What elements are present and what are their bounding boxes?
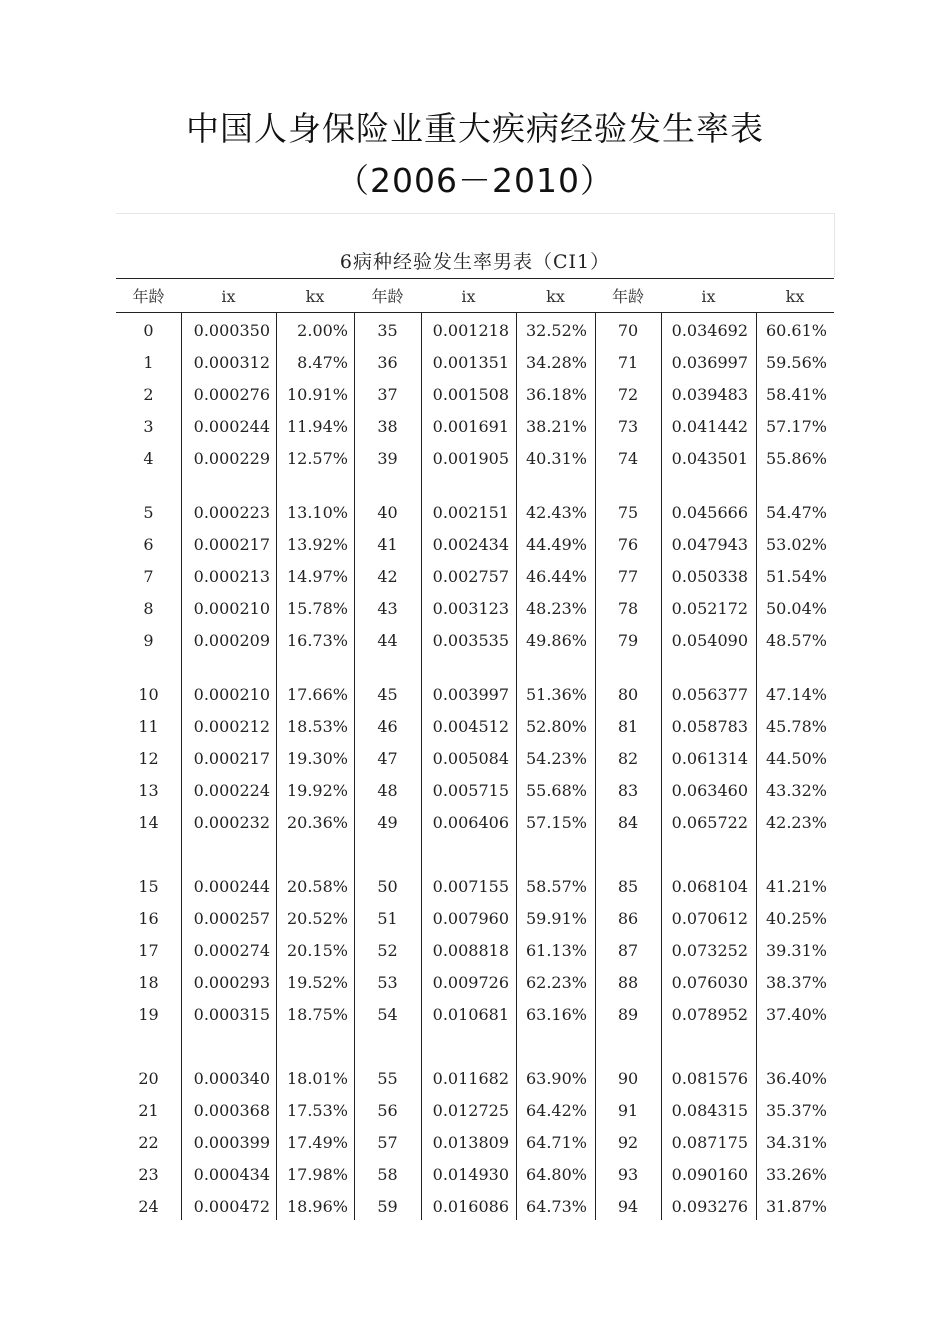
- table-cell-age: 17: [138, 940, 159, 960]
- table-cell-value: 43.32%: [765, 780, 827, 800]
- table-cell-value: 0.000472: [193, 1196, 270, 1216]
- table-cell-age: 78: [617, 598, 639, 618]
- table-cell-value: 63.90%: [525, 1069, 587, 1088]
- table-cell-value: 18.96%: [286, 1196, 348, 1216]
- table-cell-value: 52.80%: [525, 716, 587, 736]
- table-cell-value: 59.91%: [525, 908, 587, 928]
- table-cell-value: 61.13%: [525, 940, 587, 960]
- page-title: 中国人身保险业重大疾病经验发生率表: [186, 109, 764, 148]
- table-cell-value: 0.081576: [671, 1069, 748, 1088]
- table-cell-value: 8.47%: [297, 352, 348, 372]
- table-cell-value: 17.53%: [286, 1100, 348, 1120]
- table-cell-age: 82: [617, 748, 639, 768]
- table-cell-value: 16.73%: [286, 630, 348, 650]
- table-cell-value: 0.014930: [432, 1164, 509, 1184]
- table-cell-value: 35.37%: [765, 1100, 827, 1120]
- table-cell-age: 93: [617, 1164, 639, 1184]
- table-cell-value: 58.41%: [765, 384, 827, 404]
- table-cell-value: 64.71%: [525, 1132, 587, 1152]
- table-cell-value: 0.000312: [193, 352, 270, 372]
- table-cell-value: 0.000257: [193, 908, 270, 928]
- table-cell-value: 42.43%: [525, 503, 587, 522]
- table-cell-age: 7: [143, 566, 154, 586]
- table-cell-value: 0.005715: [432, 780, 509, 800]
- table-cell-age: 76: [617, 534, 639, 554]
- column-header: 年龄: [611, 287, 644, 306]
- table-cell-value: 55.68%: [525, 780, 587, 800]
- table-cell-value: 19.92%: [286, 780, 348, 800]
- table-cell-value: 0.063460: [671, 780, 748, 800]
- table-cell-value: 0.001351: [432, 352, 509, 372]
- table-cell-value: 51.36%: [525, 685, 587, 704]
- table-cell-value: 13.10%: [286, 503, 348, 522]
- table-cell-value: 55.86%: [765, 448, 827, 468]
- table-cell-value: 38.37%: [765, 972, 827, 992]
- table-cell-value: 0.000276: [193, 384, 270, 404]
- table-cell-value: 0.078952: [671, 1004, 748, 1024]
- table-cell-age: 6: [143, 534, 154, 554]
- table-cell-age: 22: [138, 1132, 159, 1152]
- table-cell-value: 17.98%: [286, 1164, 348, 1184]
- table-cell-value: 0.034692: [671, 321, 748, 340]
- table-cell-value: 58.57%: [525, 877, 587, 896]
- table-cell-age: 94: [617, 1196, 639, 1216]
- table-cell-age: 79: [617, 630, 639, 650]
- table-cell-value: 54.47%: [765, 503, 827, 522]
- column-header: kx: [546, 287, 565, 306]
- table-cell-value: 57.17%: [765, 416, 827, 436]
- table-cell-value: 0.000223: [193, 503, 270, 522]
- column-header: kx: [785, 287, 805, 306]
- table-cell-value: 0.000217: [193, 748, 270, 768]
- table-cell-value: 19.52%: [286, 972, 348, 992]
- table-cell-value: 60.61%: [765, 321, 827, 340]
- table-cell-value: 0.000368: [193, 1100, 270, 1120]
- column-header: kx: [305, 287, 325, 306]
- table-cell-age: 39: [377, 448, 398, 468]
- column-header: ix: [221, 287, 236, 306]
- table-cell-value: 0.068104: [671, 877, 748, 896]
- table-cell-value: 40.25%: [765, 908, 827, 928]
- table-cell-age: 46: [377, 716, 398, 736]
- table-cell-age: 42: [377, 566, 398, 586]
- table-cell-age: 9: [143, 630, 154, 650]
- table-cell-value: 36.40%: [765, 1069, 827, 1088]
- table-cell-value: 54.23%: [525, 748, 587, 768]
- table-cell-value: 0.007960: [432, 908, 509, 928]
- table-cell-value: 0.002151: [432, 503, 509, 522]
- table-cell-value: 0.016086: [432, 1196, 509, 1216]
- table-cell-value: 47.14%: [765, 685, 827, 704]
- table-cell-value: 0.054090: [671, 630, 748, 650]
- table-cell-value: 0.065722: [671, 812, 748, 832]
- table-cell-value: 18.53%: [286, 716, 348, 736]
- table-cell-age: 81: [617, 716, 639, 736]
- table-cell-value: 20.15%: [286, 940, 348, 960]
- table-cell-value: 0.058783: [671, 716, 748, 736]
- table-cell-age: 23: [138, 1164, 159, 1184]
- table-cell-value: 0.056377: [671, 685, 748, 704]
- table-cell-age: 86: [617, 908, 639, 928]
- header-bottom-rule: [116, 312, 834, 313]
- table-cell-age: 73: [617, 416, 639, 436]
- table-cell-age: 3: [143, 416, 154, 436]
- table-cell-value: 49.86%: [525, 630, 587, 650]
- table-cell-value: 0.000210: [193, 598, 270, 618]
- table-cell-age: 11: [138, 716, 159, 736]
- table-cell-value: 0.006406: [432, 812, 509, 832]
- table-cell-value: 0.009726: [432, 972, 509, 992]
- table-cell-value: 37.40%: [765, 1004, 827, 1024]
- table-cell-age: 49: [377, 812, 398, 832]
- table-cell-value: 34.31%: [765, 1132, 827, 1152]
- table-cell-value: 0.001691: [432, 416, 509, 436]
- table-cell-age: 85: [617, 877, 639, 896]
- page-subtitle-years: （2006－2010）: [336, 161, 614, 200]
- table-cell-age: 4: [143, 448, 154, 468]
- table-cell-value: 44.49%: [525, 534, 587, 554]
- table-cell-age: 71: [617, 352, 639, 372]
- table-cell-value: 17.66%: [286, 685, 348, 704]
- table-cell-age: 10: [138, 685, 159, 704]
- table-cell-value: 0.000212: [193, 716, 270, 736]
- table-cell-age: 40: [377, 503, 398, 522]
- table-cell-value: 38.21%: [525, 416, 587, 436]
- table-cell-value: 0.000434: [193, 1164, 270, 1184]
- table-cell-age: 20: [138, 1069, 159, 1088]
- table-cell-age: 21: [138, 1100, 159, 1120]
- table-cell-value: 50.04%: [765, 598, 827, 618]
- table-cell-value: 14.97%: [286, 566, 348, 586]
- table-cell-value: 64.42%: [525, 1100, 587, 1120]
- table-cell-value: 0.087175: [671, 1132, 748, 1152]
- table-cell-value: 0.001508: [432, 384, 509, 404]
- table-cell-value: 18.75%: [286, 1004, 348, 1024]
- table-cell-value: 42.23%: [765, 812, 827, 832]
- table-cell-age: 58: [377, 1164, 398, 1184]
- column-header: 年龄: [132, 287, 165, 306]
- table-cell-age: 19: [138, 1004, 159, 1024]
- table-cell-value: 2.00%: [297, 321, 348, 340]
- table-cell-value: 62.23%: [525, 972, 587, 992]
- table-cell-value: 0.000274: [193, 940, 270, 960]
- table-header-row: [116, 279, 834, 312]
- table-cell-value: 0.000229: [193, 448, 270, 468]
- table-cell-age: 5: [143, 503, 154, 522]
- table-cell-age: 54: [377, 1004, 398, 1024]
- table-cell-age: 38: [377, 416, 398, 436]
- table-cell-value: 0.000224: [193, 780, 270, 800]
- table-cell-value: 46.44%: [525, 566, 587, 586]
- table-cell-age: 88: [617, 972, 639, 992]
- table-cell-age: 75: [617, 503, 639, 522]
- table-cell-value: 0.002757: [432, 566, 509, 586]
- table-cell-value: 0.052172: [671, 598, 748, 618]
- table-cell-value: 0.061314: [671, 748, 748, 768]
- table-cell-age: 80: [617, 685, 639, 704]
- table-cell-age: 83: [617, 780, 639, 800]
- table-cell-age: 8: [143, 598, 154, 618]
- table-cell-age: 92: [617, 1132, 639, 1152]
- table-cell-age: 52: [377, 940, 398, 960]
- table-cell-age: 14: [138, 812, 159, 832]
- table-cell-age: 41: [377, 534, 398, 554]
- table-cell-value: 18.01%: [286, 1069, 348, 1088]
- table-cell-age: 36: [377, 352, 398, 372]
- table-cell-age: 37: [377, 384, 398, 404]
- table-cell-value: 0.070612: [671, 908, 748, 928]
- table-cell-value: 0.039483: [671, 384, 748, 404]
- table-cell-value: 15.78%: [286, 598, 348, 618]
- table-cell-age: 77: [617, 566, 639, 586]
- table-cell-value: 0.000232: [193, 812, 270, 832]
- table-cell-age: 48: [377, 780, 398, 800]
- table-cell-value: 0.000244: [193, 877, 270, 896]
- table-cell-value: 48.23%: [525, 598, 587, 618]
- table-cell-age: 51: [377, 908, 398, 928]
- table-cell-value: 19.30%: [286, 748, 348, 768]
- table-cell-value: 33.26%: [765, 1164, 827, 1184]
- table-cell-value: 36.18%: [525, 384, 587, 404]
- table-cell-value: 64.73%: [525, 1196, 587, 1216]
- table-cell-value: 0.000350: [193, 321, 270, 340]
- table-cell-value: 48.57%: [765, 630, 827, 650]
- table-cell-age: 47: [377, 748, 398, 768]
- table-cell-value: 51.54%: [765, 566, 827, 586]
- table-cell-value: 12.57%: [286, 448, 348, 468]
- table-cell-age: 13: [138, 780, 159, 800]
- table-cell-age: 91: [617, 1100, 639, 1120]
- table-cell-value: 0.003123: [432, 598, 509, 618]
- table-cell-value: 0.000244: [193, 416, 270, 436]
- table-cell-age: 0: [143, 321, 154, 340]
- table-cell-value: 0.000340: [193, 1069, 270, 1088]
- table-cell-value: 53.02%: [765, 534, 827, 554]
- table-cell-value: 0.005084: [432, 748, 509, 768]
- table-cell-value: 0.013809: [432, 1132, 509, 1152]
- table-cell-age: 90: [617, 1069, 639, 1088]
- table-cell-age: 18: [138, 972, 159, 992]
- table-cell-value: 0.000315: [193, 1004, 270, 1024]
- table-cell-value: 0.047943: [671, 534, 748, 554]
- table-cell-value: 57.15%: [525, 812, 587, 832]
- column-header: 年龄: [371, 287, 404, 306]
- table-cell-value: 64.80%: [525, 1164, 587, 1184]
- table-cell-age: 50: [377, 877, 398, 896]
- table-cell-value: 44.50%: [765, 748, 827, 768]
- table-cell-value: 11.94%: [286, 416, 348, 436]
- table-cell-value: 0.012725: [432, 1100, 509, 1120]
- table-cell-value: 17.49%: [286, 1132, 348, 1152]
- table-cell-value: 0.045666: [671, 503, 748, 522]
- table-frame-right: [834, 213, 835, 277]
- table-cell-value: 0.036997: [671, 352, 748, 372]
- table-cell-value: 0.000293: [193, 972, 270, 992]
- table-cell-age: 84: [617, 812, 639, 832]
- table-caption: 6病种经验发生率男表（CI1）: [339, 251, 611, 273]
- table-cell-age: 55: [377, 1069, 398, 1088]
- table-cell-value: 0.043501: [671, 448, 748, 468]
- table-cell-value: 39.31%: [765, 940, 827, 960]
- table-cell-age: 74: [617, 448, 639, 468]
- table-cell-value: 20.58%: [286, 877, 348, 896]
- column-header: ix: [701, 287, 716, 306]
- table-cell-value: 31.87%: [765, 1196, 827, 1216]
- table-cell-value: 0.007155: [432, 877, 509, 896]
- table-cell-age: 45: [377, 685, 398, 704]
- table-cell-age: 35: [377, 321, 398, 340]
- table-cell-age: 15: [138, 877, 159, 896]
- table-cell-age: 87: [617, 940, 639, 960]
- table-cell-age: 89: [617, 1004, 639, 1024]
- table-cell-value: 0.073252: [671, 940, 748, 960]
- table-cell-age: 53: [377, 972, 398, 992]
- table-cell-value: 20.36%: [286, 812, 348, 832]
- table-cell-value: 0.000213: [193, 566, 270, 586]
- table-cell-value: 0.011682: [432, 1069, 509, 1088]
- table-cell-age: 16: [138, 908, 159, 928]
- table-cell-value: 0.050338: [671, 566, 748, 586]
- table-cell-value: 0.000217: [193, 534, 270, 554]
- table-cell-value: 0.001218: [432, 321, 509, 340]
- table-cell-value: 63.16%: [525, 1004, 587, 1024]
- table-cell-value: 0.090160: [671, 1164, 748, 1184]
- table-cell-age: 72: [617, 384, 639, 404]
- table-cell-value: 32.52%: [525, 321, 587, 340]
- table-cell-value: 0.004512: [432, 716, 509, 736]
- table-cell-age: 56: [377, 1100, 398, 1120]
- table-cell-value: 0.000209: [193, 630, 270, 650]
- table-cell-value: 0.084315: [671, 1100, 748, 1120]
- table-cell-value: 0.041442: [671, 416, 748, 436]
- table-cell-age: 24: [138, 1196, 159, 1216]
- table-cell-value: 0.000210: [193, 685, 270, 704]
- table-cell-value: 0.076030: [671, 972, 748, 992]
- table-cell-value: 40.31%: [525, 448, 587, 468]
- table-cell-value: 41.21%: [765, 877, 827, 896]
- table-cell-value: 20.52%: [286, 908, 348, 928]
- table-cell-value: 0.000399: [193, 1132, 270, 1152]
- table-cell-age: 12: [138, 748, 159, 768]
- table-cell-age: 59: [377, 1196, 398, 1216]
- table-cell-value: 0.093276: [671, 1196, 748, 1216]
- table-cell-age: 44: [377, 630, 398, 650]
- table-cell-age: 70: [617, 321, 639, 340]
- table-cell-value: 0.003997: [432, 685, 509, 704]
- table-cell-value: 0.002434: [432, 534, 509, 554]
- table-cell-value: 13.92%: [286, 534, 348, 554]
- column-header: ix: [461, 287, 476, 306]
- table-cell-value: 0.001905: [432, 448, 509, 468]
- table-cell-value: 34.28%: [525, 352, 587, 372]
- table-cell-value: 59.56%: [765, 352, 827, 372]
- table-cell-value: 0.003535: [432, 630, 509, 650]
- table-cell-age: 2: [143, 384, 154, 404]
- table-cell-age: 57: [377, 1132, 398, 1152]
- table-cell-value: 0.008818: [432, 940, 509, 960]
- table-frame-top: [116, 213, 834, 214]
- table-cell-value: 45.78%: [765, 716, 827, 736]
- table-cell-value: 10.91%: [286, 384, 348, 404]
- table-cell-value: 0.010681: [432, 1004, 509, 1024]
- table-cell-age: 43: [377, 598, 398, 618]
- table-cell-age: 1: [143, 352, 154, 372]
